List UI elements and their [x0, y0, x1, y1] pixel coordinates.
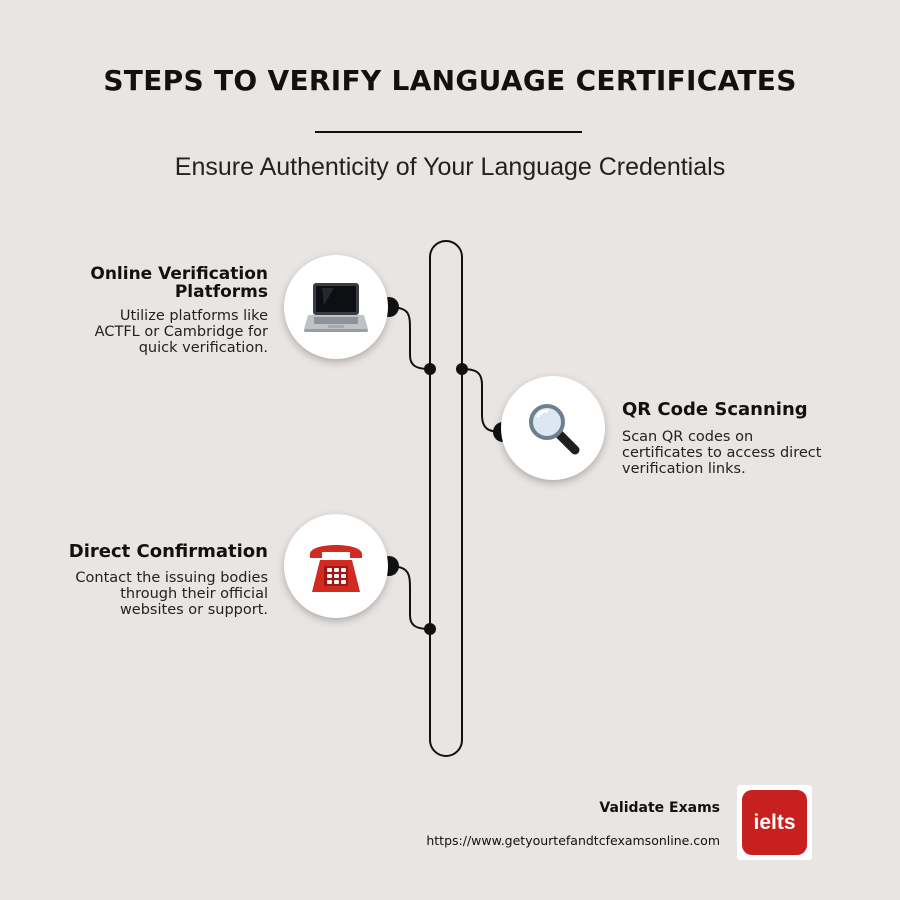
timeline-track	[430, 241, 462, 756]
telephone-icon	[284, 514, 388, 618]
step-2-desc-line-1: Scan QR codes on	[622, 429, 754, 445]
step-2-title-line-1: QR Code Scanning	[622, 399, 808, 420]
connector-step-3	[389, 566, 430, 629]
step-3-title	[69, 543, 268, 561]
ielts-logo	[737, 785, 812, 860]
step-3-desc-line-2: through their official	[120, 586, 268, 602]
step-2-icon-circle	[501, 376, 605, 480]
step-1-desc-line-2: ACTFL or Cambridge for	[94, 324, 268, 340]
step-3-icon-circle	[284, 514, 388, 618]
laptop-icon	[284, 255, 388, 359]
step-1-icon-circle	[284, 255, 388, 359]
ielts-logo-badge	[742, 790, 807, 855]
step-1-desc-line-3: quick verification.	[138, 340, 268, 356]
page-subtitle: Ensure Authenticity of Your Language Credentials	[174, 153, 726, 181]
brand-url-link[interactable]: https://www.getyourtefandtcfexamsonline.com	[426, 833, 720, 848]
node-step-3-track	[424, 623, 436, 635]
step-3-desc-line-3: websites or support.	[119, 602, 268, 618]
step-2-desc-line-3: verification links.	[622, 461, 746, 477]
step-2-title	[622, 401, 808, 419]
step-3-title-line-1: Direct Confirmation	[68, 541, 268, 562]
node-step-2-track	[456, 363, 468, 375]
brand-name: Validate Exams	[599, 800, 720, 816]
step-1-description	[95, 308, 268, 356]
ielts-logo-text: ielts	[753, 810, 796, 834]
step-1-title-line-1: Online Verification	[90, 264, 268, 284]
step-1-desc-line-1: Utilize platforms like	[119, 308, 268, 324]
page-title: STEPS TO VERIFY LANGUAGE CERTIFICATES	[103, 64, 797, 97]
magnifying-glass-icon	[501, 376, 605, 480]
step-2-desc-line-2: certificates to access direct	[622, 445, 822, 461]
node-step-1-track	[424, 363, 436, 375]
step-3-description	[75, 570, 268, 618]
step-1-title	[90, 265, 268, 301]
step-2-description	[622, 429, 821, 477]
connector-step-1	[389, 307, 430, 369]
step-3-desc-line-1: Contact the issuing bodies	[75, 570, 268, 586]
step-1-title-line-2: Platforms	[174, 282, 268, 302]
connector-step-2	[462, 369, 503, 432]
